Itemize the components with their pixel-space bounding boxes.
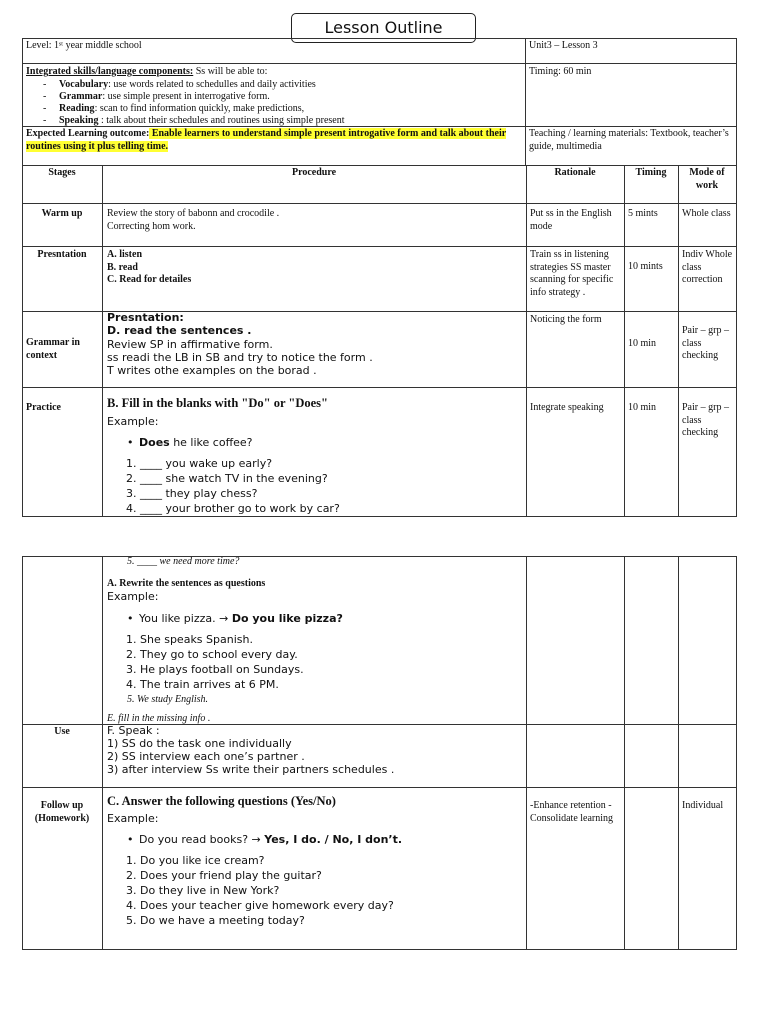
list-item: 1. She speaks Spanish. — [140, 632, 522, 647]
skills-list — [26, 79, 521, 128]
list-item: 5. Do we have a meeting today? — [140, 913, 522, 928]
skills-block — [26, 66, 521, 127]
unit-text: Unit3 – Lesson 3 — [529, 40, 598, 51]
skill-item: - Reading: scan to find information quickly, make predictions, — [26, 103, 521, 115]
materials-text: Teaching / learning materials: Textbook, teacher’s guide, multimedia — [529, 128, 729, 152]
col-procedure: Procedure — [291, 167, 337, 178]
list-item: 3. ____ they play chess? — [140, 486, 522, 501]
col-rationale: Rationale — [554, 167, 596, 178]
col-timing: Timing — [635, 167, 667, 178]
use-procedure: F. Speak : 1) SS do the task one individually 2) SS interview each one’s partner . 3) after interview Ss write their partners schedules . — [107, 724, 395, 776]
list-item: 4. Does your teacher give homework every day? — [140, 898, 522, 913]
warmup-timing: 5 mints — [628, 208, 658, 219]
list-item: 1. Do you like ice cream? — [140, 853, 522, 868]
grammar-rationale: Noticing the form — [530, 314, 602, 325]
list-item: 4. ____ your brother go to work by car? — [140, 501, 522, 516]
presentation-timing: 10 mints — [628, 261, 663, 272]
outcome-block — [26, 128, 516, 153]
skills-label: Integrated skills/language components: — [26, 66, 194, 77]
list-item: 2. Does your friend play the guitar? — [140, 868, 522, 883]
list-item: 4. The train arrives at 6 PM. — [140, 677, 522, 692]
followup-mode: Individual — [682, 800, 724, 811]
list-item: 2. ____ she watch TV in the evening? — [140, 471, 522, 486]
stage-use: Use — [54, 726, 70, 737]
timing-text: Timing: 60 min — [529, 66, 592, 77]
skill-item: - Vocabulary: use words related to schedulles and daily activities — [26, 79, 521, 91]
col-stages: Stages — [48, 167, 76, 178]
stage-presentation: Presntation — [37, 249, 87, 260]
outcome-label: Expected Learning outcome: — [26, 128, 150, 139]
followup-rationale: -Enhance retention -Consolidate learning — [530, 800, 614, 824]
fill-info: E. fill in the missing info . — [107, 713, 211, 724]
practice-procedure: B. Fill in the blanks with "Do" or "Does" Example: • Does he like coffee? 1. ____ you wake up early? 2. ____ she watch TV in the evening? 3. ____ they play chess? 4. ____ your brother go to work by car? — [107, 396, 522, 516]
list-item: 5. We study English. — [127, 694, 209, 705]
presentation-mode: Indiv Whole class correction — [682, 249, 733, 285]
list-item: 3. Do they live in New York? — [140, 883, 522, 898]
list-item: 2. They go to school every day. — [140, 647, 522, 662]
col-mode: Mode of work — [689, 167, 725, 191]
grammar-mode: Pair – grp – class checking — [682, 325, 729, 361]
skill-item: - Speaking : talk about their schedules and routines using simple present — [26, 115, 521, 127]
rewrite-heading: A. Rewrite the sentences as questions — [107, 578, 266, 589]
practice-rationale: Integrate speaking — [530, 402, 604, 413]
warmup-procedure: Review the story of babonn and crocodile . Correcting hom work. — [107, 208, 280, 232]
grammar-timing: 10 min — [628, 338, 657, 349]
stage-followup: Follow up (Homework) — [34, 800, 90, 824]
warmup-mode: Whole class — [682, 208, 731, 219]
list-item: 3. He plays football on Sundays. — [140, 662, 522, 677]
presentation-rationale: Train ss in listening strategies SS master scanning for specific info strategy . — [530, 249, 614, 298]
presentation-procedure: A. listen B. read C. Read for detailes — [107, 249, 192, 285]
stage-warmup: Warm up — [41, 208, 83, 219]
grammar-procedure: Presntation: D. read the sentences . Review SP in affirmative form. ss readi the LB in SB and try to notice the form . T writes othe examples on the borad . — [107, 311, 373, 377]
stage-practice: Practice — [26, 402, 61, 413]
outcome-text: Enable learners to understand simple present introgative form and talk about their routines using it plus telling time. — [26, 128, 507, 152]
warmup-rationale: Put ss in the English mode — [530, 208, 612, 232]
skills-intro: Ss will be able to: — [193, 66, 268, 77]
practice-mode: Pair – grp – class checking — [682, 402, 729, 438]
stage-grammar: Grammar in context — [26, 337, 80, 361]
list-item: 5. ____ we need more time? — [127, 556, 240, 567]
list-item: 1. ____ you wake up early? — [140, 456, 522, 471]
skill-item: - Grammar: use simple present in interrogative form. — [26, 91, 521, 103]
practice-continued: 5. ____ we need more time? A. Rewrite the sentences as questions Example: • You like pizza. → Do you like pizza? 1. She speaks Spanish. 2. They go to school every day. 3. He plays football on Sundays. 4. The train arrives at 6 PM. 5. We study English. E. fill in the missing info . — [107, 556, 522, 725]
followup-procedure: C. Answer the following questions (Yes/No) Example: • Do you read books? → Yes, I do. / No, I don’t. 1. Do you like ice cream? 2. Does your friend play the guitar? 3. Do they live in New York? 4. Does your teacher give homework every day? 5. Do we have a meeting today? — [107, 794, 522, 928]
practice-timing: 10 min — [628, 402, 657, 413]
level-text: Level: 1ˢᵗ year middle school — [26, 40, 142, 51]
page-title: Lesson Outline — [291, 13, 476, 43]
